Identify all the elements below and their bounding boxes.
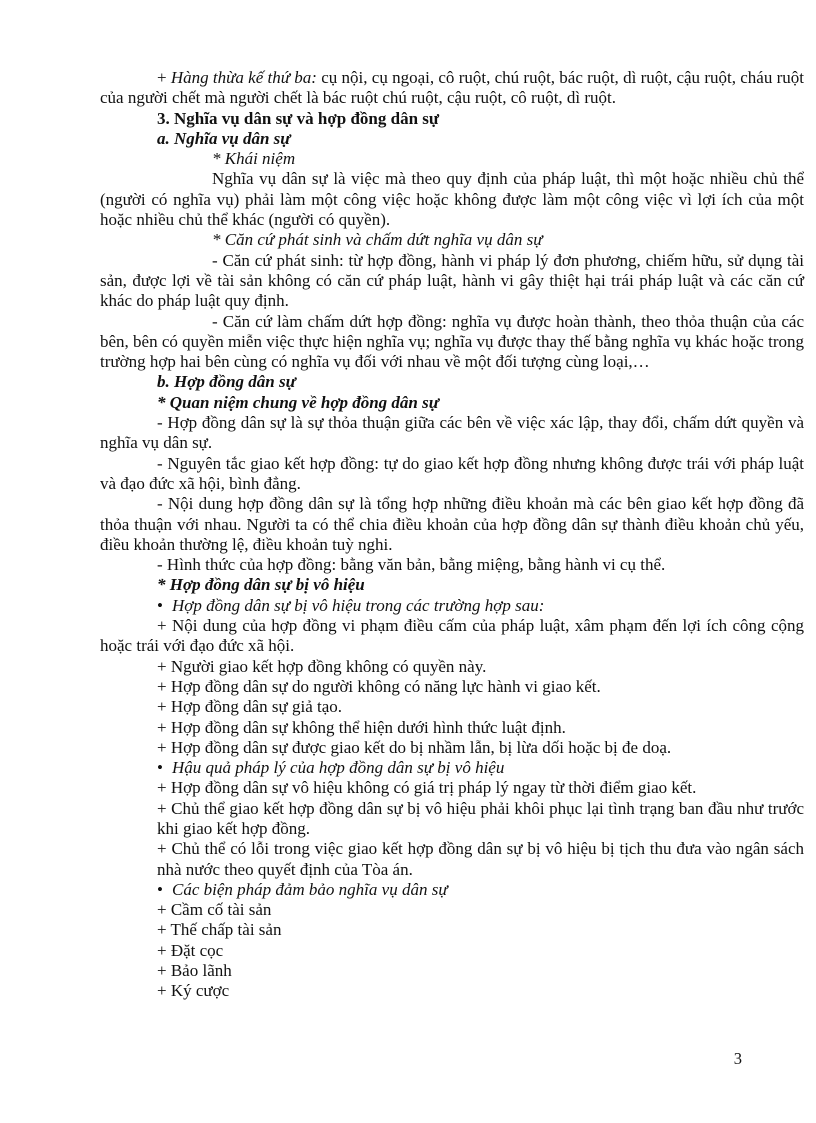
heading [100,230,804,250]
text-run: + Hợp đồng dân sự không thể hiện dưới hình thức luật định. [157,717,566,737]
paragraph [100,555,804,575]
page-number: 3 [733,1049,742,1068]
text-run: * Căn cứ phát sinh và chấm dứt nghĩa vụ dân sự [212,230,543,250]
heading [100,393,804,413]
text-run: + Hợp đồng dân sự giả tạo. [157,697,343,717]
document-body [100,68,804,1002]
heading [100,149,804,169]
paragraph [157,839,804,880]
list-item [157,880,804,900]
text-run: - Căn cứ làm chấm dứt hợp đồng: nghĩa vụ được hoàn thành, theo thỏa thuận của các bên, bên có quyền miễn việc thực hiện nghĩa vụ; nghĩa vụ được thay thế bằng nghĩa vụ khác hoặc trong trường hợp hai bên cùng có nghĩa vụ đối với nhau về một đối tượng cùng loại,… [100,311,804,372]
text-run: Các biện pháp đảm bảo nghĩa vụ dân sự [172,879,448,899]
text-run: * Khái niệm [212,149,296,169]
text-run: * Hợp đồng dân sự bị vô hiệu [157,575,365,595]
paragraph [100,616,804,657]
text-run: - Căn cứ phát sinh: từ hợp đồng, hành vi pháp lý đơn phương, chiếm hữu, sử dụng tài sản, được lợi về tài sản không có căn cứ pháp luật, hành vi gây thiệt hại trái pháp luật và các căn cứ khác do pháp luật quy định. [100,250,804,311]
paragraph [100,251,804,312]
paragraph [157,900,804,920]
bullet-marker: • [157,595,163,615]
bullet-marker: • [157,879,163,899]
paragraph [157,677,804,697]
text-run: + Đặt cọc [157,940,224,960]
text-run: + Hợp đồng dân sự vô hiệu không có giá trị pháp lý ngay từ thời điểm giao kết. [157,778,697,798]
paragraph [100,657,804,677]
text-run: - Hình thức của hợp đồng: bằng văn bản, bằng miệng, bằng hành vi cụ thể. [157,555,666,575]
paragraph [157,799,804,840]
paragraph [157,920,804,940]
text-run: Hậu quả pháp lý của hợp đồng dân sự bị vô hiệu [172,758,505,778]
text-run: + Hợp đồng dân sự được giao kết do bị nhầm lẫn, bị lừa dối hoặc bị đe doạ. [157,737,672,757]
text-run: + Bảo lãnh [157,961,232,981]
paragraph [157,718,804,738]
text-run: - Hợp đồng dân sự là sự thỏa thuận giữa các bên về việc xác lập, thay đổi, chấm dứt quyền và nghĩa vụ dân sự. [100,413,804,453]
heading [100,372,804,392]
text-run: + Hợp đồng dân sự do người không có năng lực hành vi giao kết. [157,676,601,696]
paragraph [100,169,804,230]
paragraph [100,68,804,109]
text-run: Hợp đồng dân sự bị vô hiệu trong các trường hợp sau: [172,595,545,615]
text-run: a. Nghĩa vụ dân sự [157,128,291,148]
paragraph [157,697,804,717]
text-run: + Nội dung của hợp đồng vi phạm điều cấm của pháp luật, xâm phạm đến lợi ích công cộng hoặc trái với đạo đức xã hội. [100,616,804,656]
paragraph [157,981,804,1001]
paragraph [157,778,804,798]
text-run: + Ký cược [157,981,230,1001]
heading [100,109,804,129]
paragraph [100,494,804,555]
paragraph [157,941,804,961]
text-run: - Nguyên tắc giao kết hợp đồng: tự do giao kết hợp đồng nhưng không được trái với pháp luật và đạo đức xã hội, bình đẳng. [100,453,804,493]
text-run: cụ nội, cụ ngoại, cô ruột, chú ruột, bác ruột, dì ruột, cậu ruột, cháu ruột của người chết mà người chết là bác ruột chú ruột, cậu ruột, cô ruột, dì ruột. [100,68,804,108]
text-run: + Chủ thể giao kết hợp đồng dân sự bị vô hiệu phải khôi phục lại tình trạng ban đầu như trước khi giao kết hợp đồng. [157,798,804,838]
text-run: + Thế chấp tài sản [157,920,282,940]
text-run: - Nội dung hợp đồng dân sự là tổng hợp những điều khoản mà các bên giao kết hợp đồng đã thỏa thuận với nhau. Người ta có thể chia điều khoản của hợp đồng dân sự thành điều khoản chủ yếu, điều khoản thường lệ, điều khoản tuỳ nghi. [100,494,804,554]
paragraph [157,738,804,758]
text-run: + Cầm cố tài sản [157,900,272,920]
paragraph [100,312,804,373]
text-run: + Người giao kết hợp đồng không có quyền này. [157,656,487,676]
paragraph [100,454,804,495]
text-run: 3. Nghĩa vụ dân sự và hợp đồng dân sự [157,108,440,128]
heading [100,575,804,595]
paragraph [157,961,804,981]
text-run: + [157,68,171,87]
text-run: * Quan niệm chung về hợp đồng dân sự [157,392,439,412]
paragraph [100,413,804,454]
text-run: b. Hợp đồng dân sự [157,372,296,392]
text-run: Nghĩa vụ dân sự là việc mà theo quy định của pháp luật, thì một hoặc nhiều chủ thể (người có nghĩa vụ) phải làm một công việc hoặc không được làm một công việc vì lợi ích của một hoặc nhiều chủ thể khác (người có quyền). [100,169,804,230]
list-item [157,758,804,778]
list-item [157,596,804,616]
heading [100,129,804,149]
text-run: Hàng thừa kế thứ ba: [170,68,317,87]
bullet-marker: • [157,758,163,778]
text-run: + Chủ thể có lỗi trong việc giao kết hợp đồng dân sự bị vô hiệu bị tịch thu đưa vào ngân sách nhà nước theo quyết định của Tòa án. [157,839,804,879]
